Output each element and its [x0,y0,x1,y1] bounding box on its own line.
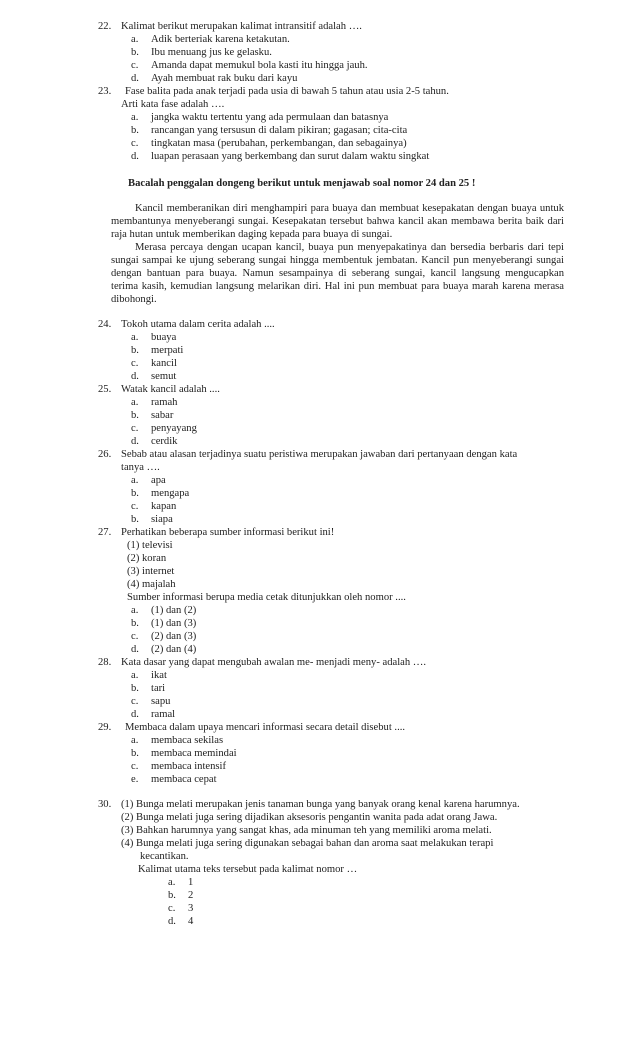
option-b: b. mengapa [131,488,190,499]
options-22 [0,33,638,85]
source-item: (1) televisi [127,540,173,551]
question-22 [0,20,638,33]
source-item: (3) internet [127,566,175,577]
source-item: (4) majalah [127,579,176,590]
option-c: c. Amanda dapat memukul bola kasti itu hingga jauh. [131,60,368,71]
option-b: b. membaca memindai [131,748,237,759]
option-d: d. luapan perasaan yang berkembang dan surut dalam waktu singkat [131,151,430,162]
sentence-3: (3) Bahkan harumnya yang sangat khas, ada minuman teh yang memiliki aroma melati. [121,825,492,836]
option-a: a. buaya [131,332,177,343]
question-text: Kata dasar yang dapat mengubah awalan me- menjadi meny- adalah …. [121,657,427,668]
question-text: Fase balita pada anak terjadi pada usia di bawah 5 tahun atau usia 2-5 tahun. [125,86,449,97]
option-a: a. apa [131,475,166,486]
options-26 [0,474,638,526]
question-23-line2 [0,98,638,111]
question-30 [0,798,638,811]
question-stem: Sumber informasi berupa media cetak ditunjukkan oleh nomor .... [127,592,406,603]
options-23 [0,111,638,163]
question-26-line2 [0,461,638,474]
option-c: c. (2) dan (3) [131,631,197,642]
question-23 [0,85,638,98]
option-d: d. semut [131,371,177,382]
question-number: 29. [98,722,112,733]
story-paragraph-1: Kancil memberanikan diri menghampiri para buaya dan membuat kesepakatan dengan buaya untuk membantunya menyeberangi sungai. Kesepakatan tersebut bahwa kancil akan membawa berita baik dari raja hutan untuk memberikan daging kepada para buaya di sungai. [111,203,564,240]
question-number: 25. [98,384,112,395]
question-number: 24. [98,319,112,330]
option-a: a. (1) dan (2) [131,605,197,616]
question-number: 27. [98,527,112,538]
option-b: b. (1) dan (3) [131,618,197,629]
option-a: a. jangka waktu tertentu yang ada permulaan dan batasnya [131,112,389,123]
sentence-4: (4) Bunga melati juga sering digunakan sebagai bahan dan aroma saat melakukan terapi [121,838,494,849]
option-c: c. kancil [131,358,177,369]
question-26 [0,448,638,461]
source-item: (2) koran [127,553,167,564]
option-b: b. Ibu menuang jus ke gelasku. [131,47,272,58]
question-text: Sebab atau alasan terjadinya suatu peristiwa merupakan jawaban dari pertanyaan dengan kata [121,449,518,460]
option-a: a. 1 [168,877,194,888]
option-c: c. penyayang [131,423,197,434]
question-text: Kalimat berikut merupakan kalimat intransitif adalah …. [121,21,362,32]
question-number: 22. [98,21,112,32]
option-c: c. kapan [131,501,177,512]
option-e: e. membaca cepat [131,774,217,785]
option-d: d. ramal [131,709,176,720]
question-28 [0,656,638,669]
source-list [0,539,638,604]
options-30 [0,876,638,928]
story-paragraph-2: Merasa percaya dengan ucapan kancil, buaya pun menyepakatinya dan bersedia berbaris dari tepi sungai sampai ke ujung seberang sungai hingga membentuk jembatan. Kancil pun menyeberangi sungai dengan bantuan para buaya. Namun sesampainya di seberang sungai, kancil langsung mengucapkan terima kasih, kemudian langsung melarikan diri. Hal ini pun membuat para buaya marah karena merasa dibohongi. [111,242,564,305]
options-27 [0,604,638,656]
question-number: 30. [98,799,112,810]
option-b: b. tari [131,683,166,694]
sentence-2: (2) Bunga melati juga sering dijadikan aksesoris pengantin wanita pada adat orang Jawa. [121,812,498,823]
question-text: Perhatikan beberapa sumber informasi berikut ini! [121,527,335,538]
exam-page [0,20,638,928]
option-a: a. membaca sekilas [131,735,224,746]
question-text: Membaca dalam upaya mencari informasi secara detail disebut .... [125,722,406,733]
question-29 [0,721,638,734]
question-25 [0,383,638,396]
question-text-continued: Arti kata fase adalah …. [121,99,225,110]
option-d: d. 4 [168,916,194,927]
options-28 [0,669,638,721]
question-27 [0,526,638,539]
question-24 [0,318,638,331]
options-29 [0,734,638,786]
option-b: b. 2 [168,890,194,901]
option-c: c. 3 [168,903,194,914]
option-c: c. membaca intensif [131,761,227,772]
option-a: a. ikat [131,670,167,681]
option-b: b. rancangan yang tersusun di dalam pikiran; gagasan; cita-cita [131,125,408,136]
option-b: b. sabar [131,410,174,421]
options-25 [0,396,638,448]
question-number: 23. [98,86,112,97]
option-b: b. merpati [131,345,184,356]
option-c: c. tingkatan masa (perubahan, perkembangan, dan sebagainya) [131,138,407,149]
sentence-1: (1) Bunga melati merupakan jenis tanaman bunga yang banyak orang kenal karena harumnya. [121,799,520,810]
option-d: d. (2) dan (4) [131,644,197,655]
option-d: d. cerdik [131,436,178,447]
question-number: 26. [98,449,112,460]
story-passage [0,202,638,306]
question-stem: Kalimat utama teks tersebut pada kalimat nomor … [138,864,358,875]
story-heading: Bacalah penggalan dongeng berikut untuk menjawab soal nomor 24 dan 25 ! [128,178,476,189]
option-d: d. Ayah membuat rak buku dari kayu [131,73,298,84]
sentence-4-continued: kecantikan. [140,851,189,862]
options-24 [0,331,638,383]
option-d: b. siapa [131,514,173,525]
option-a: a. Adik berteriak karena ketakutan. [131,34,290,45]
question-number: 28. [98,657,112,668]
option-a: a. ramah [131,397,178,408]
option-c: c. sapu [131,696,171,707]
question-text-continued: tanya …. [121,462,160,473]
question-text: Watak kancil adalah .... [121,384,220,395]
question-text: Tokoh utama dalam cerita adalah .... [121,319,275,330]
